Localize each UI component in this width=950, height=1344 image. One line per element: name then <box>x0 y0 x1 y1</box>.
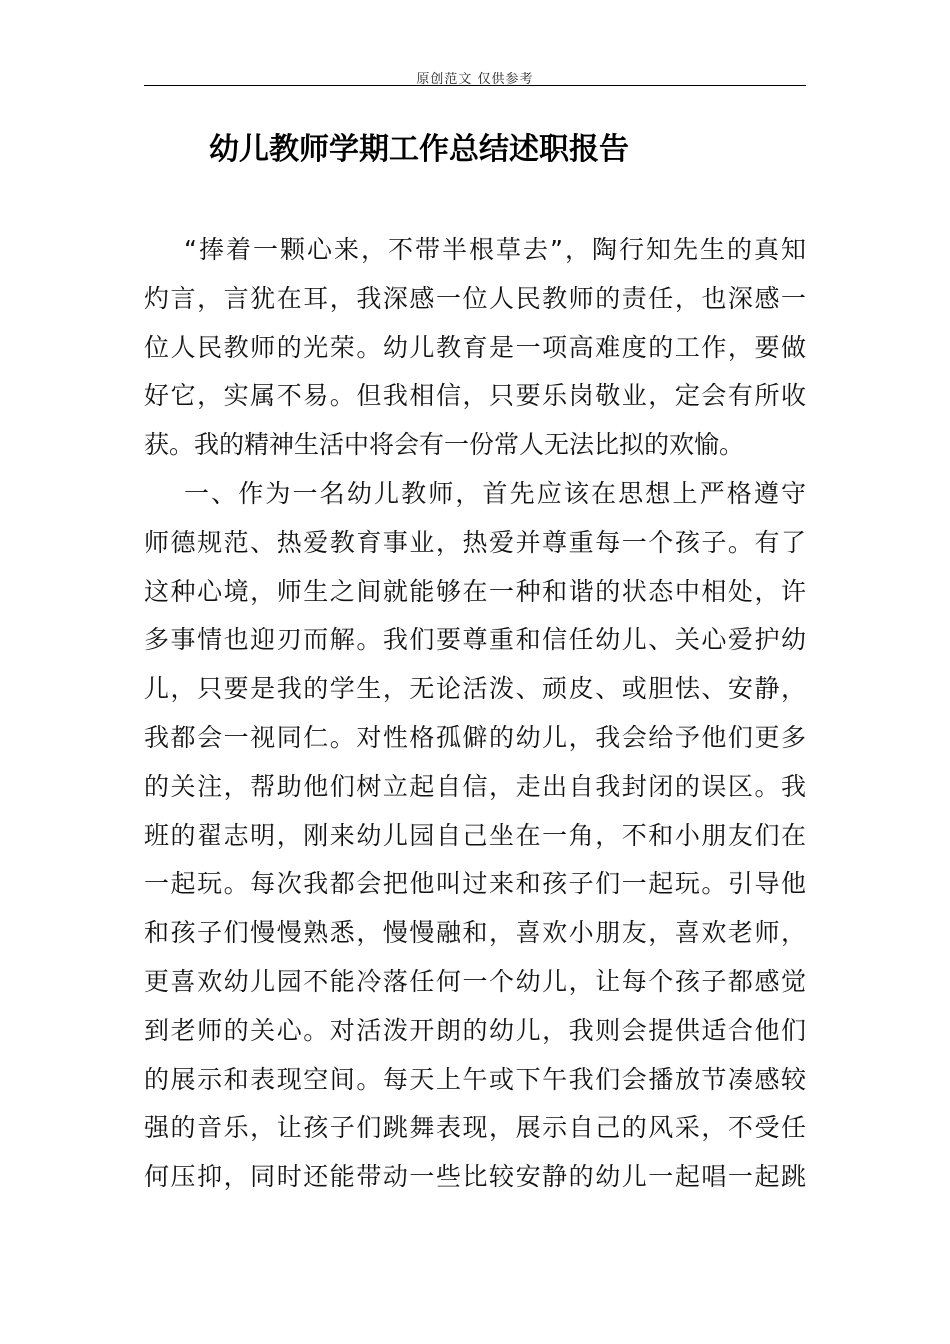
body-line: 的关注，帮助他们树立起自信，走出自我封闭的误区。我 <box>144 771 806 801</box>
body-line: 一起玩。每次我都会把他叫过来和孩子们一起玩。引导他 <box>144 869 806 899</box>
document-title: 幼儿教师学期工作总结述职报告 <box>209 132 629 167</box>
body-line: 好它，实属不易。但我相信，只要乐岗敬业，定会有所收 <box>144 381 806 411</box>
header-divider <box>144 85 806 86</box>
body-line: 一、作为一名幼儿教师，首先应该在思想上严格遵守 <box>184 478 806 508</box>
body-line: 位人民教师的光荣。幼儿教育是一项高难度的工作，要做 <box>144 332 806 362</box>
body-line: 我都会一视同仁。对性格孤僻的幼儿，我会给予他们更多 <box>144 722 806 752</box>
body-line: 班的翟志明，刚来幼儿园自己坐在一角，不和小朋友们在 <box>144 820 806 850</box>
document-body <box>144 226 806 1202</box>
body-line: 获。我的精神生活中将会有一份常人无法比拟的欢愉。 <box>144 430 745 460</box>
body-line: 强的音乐，让孩子们跳舞表现，展示自己的风采，不受任 <box>144 1113 806 1143</box>
body-line: 这种心境，师生之间就能够在一种和谐的状态中相处，许 <box>144 576 806 606</box>
body-line: 何压抑，同时还能带动一些比较安静的幼儿一起唱一起跳 <box>144 1162 806 1192</box>
body-line: 和孩子们慢慢熟悉，慢慢融和，喜欢小朋友，喜欢老师， <box>144 918 806 948</box>
page-header: 原创范文 仅供参考 <box>416 72 534 87</box>
body-line: 的展示和表现空间。每天上午或下午我们会播放节凑感较 <box>144 1064 806 1094</box>
body-line: 师德规范、热爱教育事业，热爱并尊重每一个孩子。有了 <box>144 527 806 557</box>
body-line: 儿，只要是我的学生，无论活泼、顽皮、或胆怯、安静， <box>144 674 806 704</box>
body-line: 灼言，言犹在耳，我深感一位人民教师的责任，也深感一 <box>144 283 806 313</box>
body-line: 更喜欢幼儿园不能冷落任何一个幼儿，让每个孩子都感觉 <box>144 966 806 996</box>
body-line: 到老师的关心。对活泼开朗的幼儿，我则会提供适合他们 <box>144 1015 806 1045</box>
body-line: 多事情也迎刃而解。我们要尊重和信任幼儿、关心爱护幼 <box>144 625 806 655</box>
body-line: “捧着一颗心来，不带半根草去”，陶行知先生的真知 <box>184 235 806 264</box>
